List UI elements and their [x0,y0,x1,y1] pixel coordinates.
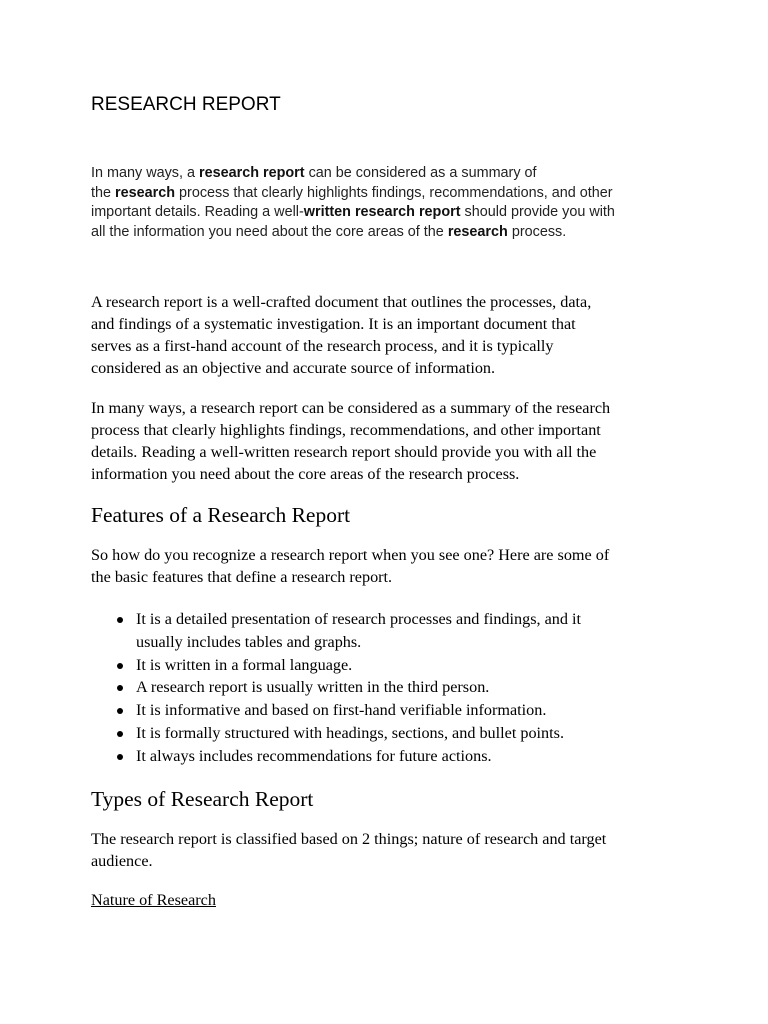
feature-item-text: It is formally structured with headings, sections, and bullet points. [136,723,564,742]
feature-item [91,699,711,722]
feature-item-text: It is a detailed presentation of research processes and findings, and it [136,610,582,628]
bold-text: research [115,184,176,201]
text-run: important details. Reading a well- [91,204,304,220]
text-run: should provide you with [460,204,615,220]
text-line: In many ways, a research report can be considered as a summary of the research [91,399,611,417]
bullet-icon [117,617,123,623]
text-line: A research report is a well-crafted document that outlines the processes, data, [91,293,592,311]
feature-item-text: usually includes tables and graphs. [136,632,362,651]
text-run: can be considered as a summary of [304,165,537,181]
bullet-icon [117,663,123,669]
text-line: So how do you recognize a research report when you see one? Here are some of [91,546,610,564]
features-intro-paragraph [91,544,691,588]
feature-item [91,608,711,654]
text-line [91,184,691,204]
text-line: audience. [91,852,153,870]
feature-item-text: It is informative and based on first-hand verifiable information. [136,701,547,720]
bold-text: written research report [303,204,461,220]
summary-paragraph [91,397,691,485]
features-heading: Features of a Research Report [91,503,351,527]
text-run: process that clearly highlights findings, recommendations, and other [175,184,613,201]
nature-of-research-subheading: Nature of Research [91,891,216,909]
definition-paragraph [91,291,691,379]
features-list [91,608,711,768]
bold-text: research [447,223,508,240]
bold-text: research report [198,165,305,181]
feature-item [91,745,711,768]
types-intro-paragraph [91,828,691,872]
feature-item-text: A research report is usually written in the third person. [136,678,490,697]
text-run: In many ways, a [91,165,199,181]
text-line: information you need about the core areas of the research process. [91,465,520,483]
text-line: considered as an objective and accurate source of information. [91,359,496,377]
feature-item [91,722,711,745]
text-line [91,203,691,223]
text-run: process. [507,223,567,240]
text-line [91,164,691,184]
text-line: process that clearly highlights findings, recommendations, and other important [91,421,601,439]
text-line: The research report is classified based on 2 things; nature of research and target [91,830,607,848]
bullet-icon [117,708,123,714]
document-title: RESEARCH REPORT [91,94,281,115]
text-run: all the information you need about the core areas of the [91,223,448,240]
types-heading: Types of Research Report [91,787,314,811]
text-line: and findings of a systematic investigation. It is an important document that [91,315,576,333]
feature-item-text: It is written in a formal language. [136,655,353,674]
intro-paragraph [91,164,691,242]
bullet-icon [117,685,123,691]
text-line: serves as a first-hand account of the research process, and it is typically [91,337,554,355]
bullet-icon [117,731,123,737]
text-line: details. Reading a well-written research report should provide you with all the [91,443,597,461]
bullet-icon [117,754,123,760]
feature-item [91,676,711,699]
feature-item [91,654,711,677]
feature-item-text: It always includes recommendations for future actions. [136,746,492,765]
text-line: the basic features that define a research report. [91,568,393,586]
text-run: the [91,184,116,201]
text-line [91,223,691,243]
